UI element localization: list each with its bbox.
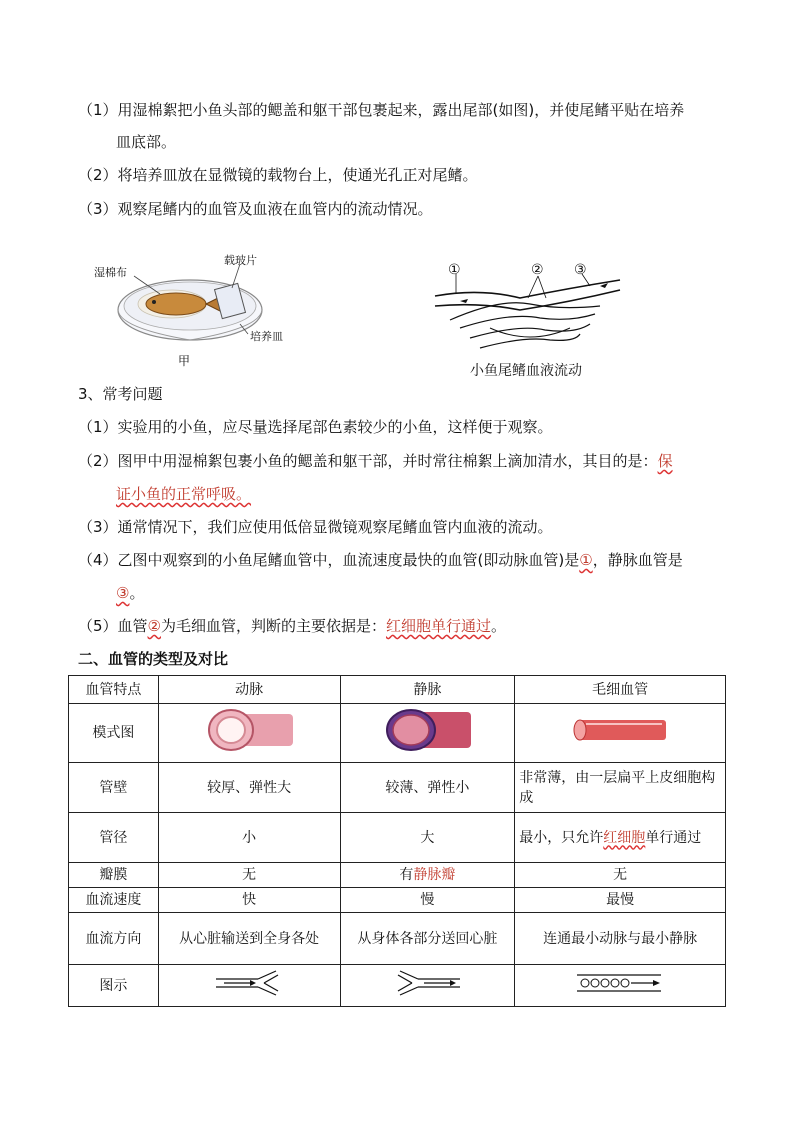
marker-2: ② bbox=[531, 262, 544, 278]
table-header-cell: 静脉 bbox=[340, 676, 515, 704]
table-cell: 较厚、弹性大 bbox=[158, 763, 340, 813]
table-cell: 从心脏输送到全身各处 bbox=[158, 913, 340, 965]
table-header-cell: 动脉 bbox=[158, 676, 340, 704]
table-cell: 无 bbox=[158, 863, 340, 888]
label-dish: 培养皿 bbox=[250, 330, 283, 343]
table-row bbox=[69, 965, 726, 1007]
table-cell: 管壁 bbox=[69, 763, 159, 813]
faq-q4-end: 。 bbox=[129, 584, 145, 602]
table-cell: 非常薄，由一层扁平上皮细胞构成 bbox=[515, 763, 726, 813]
table-cell bbox=[340, 863, 515, 888]
faq-q5-mid: 为毛细血管，判断的主要依据是： bbox=[161, 617, 387, 635]
vein-valve-text: 有 bbox=[399, 867, 414, 883]
table-row bbox=[69, 888, 726, 913]
faq-q2-answer-a: 保 bbox=[657, 452, 673, 470]
table-cell: 瓣膜 bbox=[69, 863, 159, 888]
step-1-line-b: 皿底部。 bbox=[116, 133, 177, 151]
faq-q4-answer-vein: ③ bbox=[116, 584, 130, 602]
faq-q5-marker: ② bbox=[147, 617, 161, 635]
table-cell: 无 bbox=[515, 863, 726, 888]
faq-q4-line-b bbox=[116, 582, 144, 604]
figure-tail-blood-flow bbox=[430, 258, 630, 383]
faq-heading: 3、常考问题 bbox=[78, 385, 163, 403]
vein-valve-highlight: 静脉瓣 bbox=[413, 867, 456, 883]
table-cell: 较薄、弹性小 bbox=[340, 763, 515, 813]
table-cell: 连通最小动脉与最小静脉 bbox=[515, 913, 726, 965]
faq-q5-end: 。 bbox=[491, 617, 507, 635]
faq-q2-line-a bbox=[78, 450, 673, 472]
artery-flow-diagram-cell bbox=[158, 965, 340, 1007]
table-cell: 从身体各部分送回心脏 bbox=[340, 913, 515, 965]
capillary-model-cell bbox=[515, 704, 726, 763]
table-row bbox=[69, 913, 726, 965]
figure-fish-in-dish bbox=[90, 248, 310, 373]
vessel-comparison-table bbox=[68, 675, 726, 1007]
label-cotton: 湿棉布 bbox=[94, 266, 127, 279]
table-cell: 慢 bbox=[340, 888, 515, 913]
capillary-diameter-text-end: 单行通过 bbox=[645, 829, 702, 846]
faq-q1: （1）实验用的小鱼，应尽量选择尾部色素较少的小鱼，这样便于观察。 bbox=[78, 418, 553, 436]
faq-q5-answer: 红细胞单行通过 bbox=[386, 617, 492, 635]
faq-q2-answer-b: 证小鱼的正常呼吸。 bbox=[116, 485, 252, 503]
table-row bbox=[69, 704, 726, 763]
capillary-diameter-highlight: 红细胞 bbox=[603, 829, 646, 846]
marker-3: ③ bbox=[574, 262, 587, 278]
capillary-illustration bbox=[570, 710, 670, 750]
table-header-cell: 毛细血管 bbox=[515, 676, 726, 704]
table-cell bbox=[515, 813, 726, 863]
table-cell: 最慢 bbox=[515, 888, 726, 913]
section-title: 二、血管的类型及对比 bbox=[78, 650, 229, 668]
artery-illustration bbox=[201, 706, 297, 754]
table-row bbox=[69, 863, 726, 888]
vein-model-cell bbox=[340, 704, 515, 763]
faq-q4-line-a bbox=[78, 549, 683, 571]
step-2: （2）将培养皿放在显微镜的载物台上，使通光孔正对尾鳍。 bbox=[78, 166, 478, 184]
table-row bbox=[69, 763, 726, 813]
table-header-cell: 血管特点 bbox=[69, 676, 159, 704]
faq-q5 bbox=[78, 615, 506, 637]
faq-q4-mid: ，静脉血管是 bbox=[592, 551, 683, 569]
artery-flow-arrow-icon bbox=[214, 970, 284, 996]
vein-flow-diagram-cell bbox=[340, 965, 515, 1007]
faq-q4-answer-artery: ① bbox=[579, 551, 593, 569]
table-cell: 血流速度 bbox=[69, 888, 159, 913]
table-row bbox=[69, 813, 726, 863]
table-cell: 血流方向 bbox=[69, 913, 159, 965]
artery-model-cell bbox=[158, 704, 340, 763]
capillary-flow-arrow-icon bbox=[575, 972, 665, 994]
table-cell: 小 bbox=[158, 813, 340, 863]
table-cell: 图示 bbox=[69, 965, 159, 1007]
figure-caption-yi: 小鱼尾鳍血液流动 bbox=[470, 363, 582, 379]
table-cell: 快 bbox=[158, 888, 340, 913]
faq-q2-question: （2）图甲中用湿棉絮包裹小鱼的鳃盖和躯干部，并时常往棉絮上滴加清水，其目的是： bbox=[78, 452, 658, 470]
step-3: （3）观察尾鳍内的血管及血液在血管内的流动情况。 bbox=[78, 200, 433, 218]
step-1-line-a: （1）用湿棉絮把小鱼头部的鳃盖和躯干部包裹起来，露出尾部(如图)，并使尾鳍平贴在培养 bbox=[78, 101, 685, 119]
capillary-flow-diagram-cell bbox=[515, 965, 726, 1007]
figure-caption-jia: 甲 bbox=[178, 354, 191, 368]
faq-q2-line-b bbox=[116, 483, 251, 505]
marker-1: ① bbox=[448, 262, 461, 278]
table-cell: 管径 bbox=[69, 813, 159, 863]
label-slide: 载玻片 bbox=[224, 254, 257, 267]
faq-q4-question: （4）乙图中观察到的小鱼尾鳍血管中，血流速度最快的血管(即动脉血管)是 bbox=[78, 551, 580, 569]
table-row bbox=[69, 676, 726, 704]
faq-q3: （3）通常情况下，我们应使用低倍显微镜观察尾鳍血管内血液的流动。 bbox=[78, 518, 553, 536]
capillary-diameter-text: 最小，只允许 bbox=[519, 829, 604, 846]
table-cell: 模式图 bbox=[69, 704, 159, 763]
vein-illustration bbox=[379, 706, 475, 754]
faq-q5-question: （5）血管 bbox=[78, 617, 148, 635]
vein-flow-arrow-icon bbox=[392, 970, 462, 996]
table-cell: 大 bbox=[340, 813, 515, 863]
